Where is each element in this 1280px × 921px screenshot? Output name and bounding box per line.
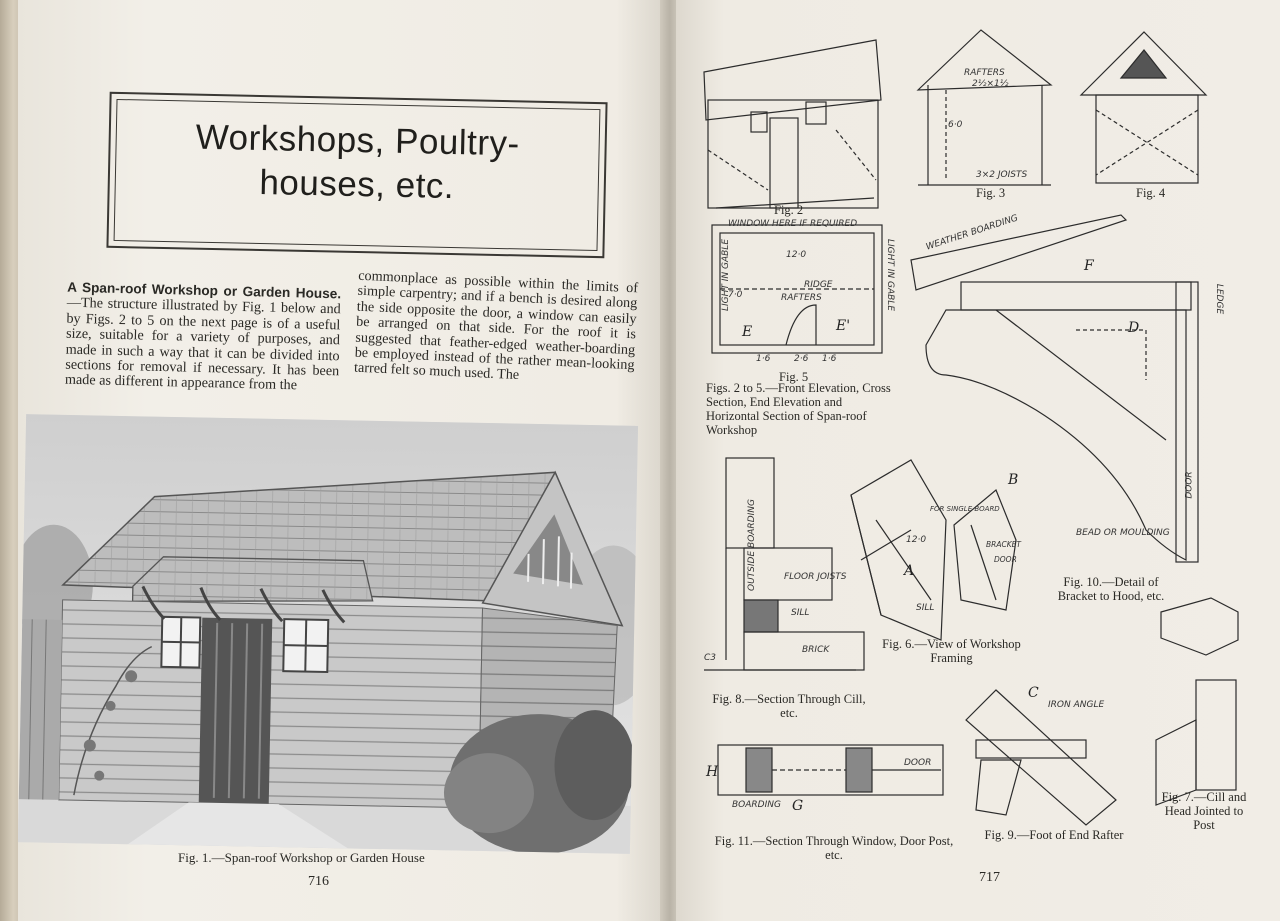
label-rafters: RAFTERS	[964, 68, 1005, 78]
label-rafters-plan: RAFTERS	[781, 293, 822, 303]
fig-3-label: Fig. 3	[976, 186, 1006, 200]
photo-caption: Fig. 1.—Span-roof Workshop or Garden House	[178, 850, 425, 865]
label-12-0-framing: 12·0	[906, 535, 927, 545]
label-boarding: BOARDING	[732, 800, 781, 810]
text-column-2	[354, 269, 639, 389]
fig-11-caption: Fig. 11.—Section Through Window, Door Post, etc.	[714, 834, 954, 862]
label-brick: BRICK	[802, 645, 830, 655]
label-sill: SILL	[791, 608, 810, 618]
label-bead-or-moulding: BEAD OR MOULDING	[1076, 528, 1170, 538]
chapter-title-line-1: Workshops, Poultry-	[195, 117, 521, 164]
letter-G: G	[792, 798, 804, 814]
label-light-in-gable-right: LIGHT IN GABLE	[885, 238, 896, 312]
label-2-6: 2·6	[794, 354, 809, 364]
letter-C: C	[1028, 685, 1039, 701]
letter-H: H	[706, 764, 719, 780]
label-door: DOOR	[1184, 471, 1195, 499]
page-number-right: 717	[979, 870, 1000, 885]
fig-6-caption: Fig. 6.—View of Workshop Framing	[882, 637, 1021, 665]
label-ledge: LEDGE	[1214, 283, 1225, 315]
label-for-single-board: FOR SINGLE BOARD	[930, 505, 1000, 513]
letter-E: E	[742, 324, 753, 340]
letter-D: D	[1128, 320, 1140, 336]
page-number-left: 716	[308, 874, 329, 889]
label-light-in-gable-left: LIGHT IN GABLE	[721, 238, 732, 312]
label-c3: C3	[704, 653, 717, 663]
label-7-0: 7·0	[728, 290, 743, 300]
chapter-title-line-2: houses, etc.	[259, 162, 455, 207]
fig-9-caption: Fig. 9.—Foot of End Rafter	[984, 828, 1124, 842]
technical-drawings	[676, 0, 1280, 921]
fig-2-label: Fig. 2	[774, 203, 804, 217]
drawings-svg	[676, 0, 1280, 921]
label-bracket: BRACKET	[986, 540, 1021, 549]
fig-10-caption: Fig. 10.—Detail of Bracket to Hood, etc.	[1057, 575, 1165, 603]
fig-4-label: Fig. 4	[1136, 186, 1166, 200]
label-sill-framing: SILL	[916, 603, 935, 613]
fig-5-label: Fig. 5	[779, 370, 809, 384]
workshop-photo	[18, 414, 638, 854]
label-iron-angle: IRON ANGLE	[1048, 700, 1105, 710]
text-column-1	[65, 280, 342, 396]
garden-house-illustration	[18, 414, 638, 854]
label-weather-boarding: WEATHER BOARDING	[924, 213, 1020, 253]
label-6-0: 6·0	[948, 120, 963, 130]
letter-A: A	[904, 563, 915, 579]
fig-7-caption: Fig. 7.—Cill and Head Jointed to Post	[1161, 790, 1247, 832]
fig-8-caption: Fig. 8.—Section Through Cill, etc.	[712, 692, 866, 720]
label-window-note: WINDOW HERE IF REQUIRED	[728, 219, 858, 229]
label-floor-joists: FLOOR JOISTS	[784, 572, 847, 582]
figs-2-to-5-caption: Figs. 2 to 5.—Front Elevation, Cross Section, End Elevation and Horizontal Section of Span-roof Workshop	[706, 381, 891, 437]
section-heading: A Span-roof Workshop or Garden House.	[67, 279, 342, 302]
chapter-title-box	[106, 92, 607, 258]
label-ridge: RIDGE	[804, 280, 833, 290]
letter-B: B	[1008, 472, 1019, 488]
label-door-framing: DOOR	[994, 555, 1017, 564]
letter-E-prime: E'	[836, 318, 851, 334]
label-rafter-size: 2½×1½	[972, 79, 1009, 89]
column-1-body: —The structure illustrated by Fig. 1 below and by Figs. 2 to 5 on the next page is of a useful size, suitable for a variety of purposes, and made in such a way that it can be divided into sections for removal if necessary. It has been made as different in appearance from the	[64, 295, 341, 394]
label-1-6-b: 1·6	[822, 354, 837, 364]
letter-F: F	[1084, 258, 1094, 274]
label-outside-boarding: OUTSIDE BOARDING	[746, 499, 757, 591]
chapter-title	[109, 114, 605, 212]
label-door-section: DOOR	[904, 758, 932, 768]
label-1-6-a: 1·6	[756, 354, 771, 364]
column-2-body: commonplace as possible within the limits of simple carpentry; and if a bench is desired along the side opposite the door, a window can easily be arranged on that side. For the roof it is suggested that feather-edged weather-boarding be employed instead of the rather mean-looking tarred felt so much used. The	[353, 267, 639, 384]
label-12-0: 12·0	[786, 250, 807, 260]
label-joists: 3×2 JOISTS	[976, 170, 1028, 180]
